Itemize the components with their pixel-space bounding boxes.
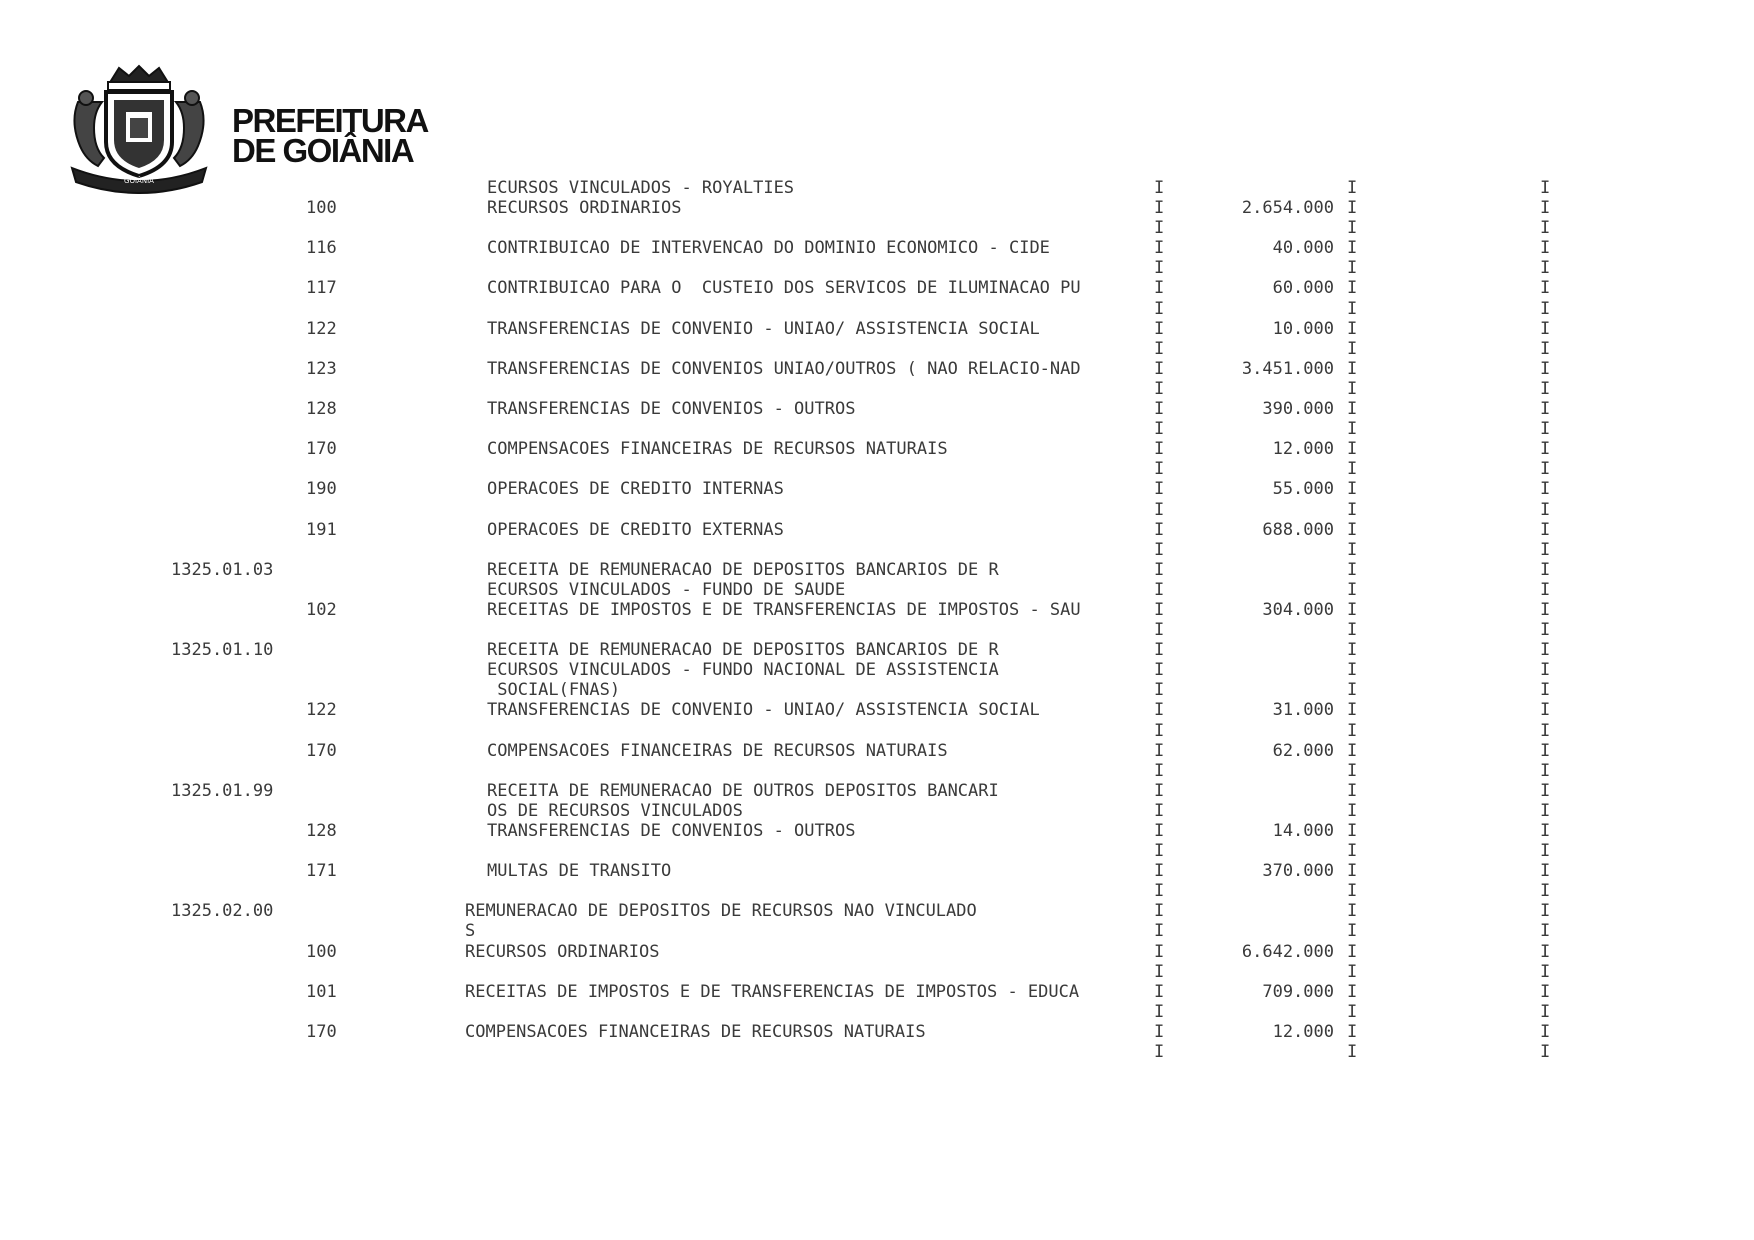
column-separator: I <box>1154 579 1165 600</box>
column-separator: I <box>1540 660 1551 681</box>
table-row <box>0 721 1754 741</box>
column-separator: I <box>1154 740 1165 761</box>
column-separator: I <box>1540 539 1551 560</box>
column-separator: I <box>1154 800 1165 821</box>
column-separator: I <box>1540 981 1551 1002</box>
column-separator: I <box>1347 1042 1358 1063</box>
column-separator: I <box>1540 921 1551 942</box>
column-separator: I <box>1154 338 1165 359</box>
source-code: 122 <box>306 700 337 721</box>
description-cell: RECEITA DE REMUNERACAO DE DEPOSITOS BANCARIOS DE R <box>487 640 999 661</box>
source-code: 170 <box>306 740 337 761</box>
description-cell: SOCIAL(FNAS) <box>487 680 621 701</box>
table-row <box>0 660 1754 680</box>
column-separator: I <box>1540 238 1551 259</box>
description-cell: CONTRIBUICAO PARA O CUSTEIO DOS SERVICOS DE ILUMINACAO PU <box>487 278 1081 299</box>
column-separator: I <box>1154 439 1165 460</box>
description-cell: TRANSFERENCIAS DE CONVENIOS - OUTROS <box>487 399 856 420</box>
description-cell: RECEITAS DE IMPOSTOS E DE TRANSFERENCIAS DE IMPOSTOS - SAU <box>487 599 1081 620</box>
column-separator: I <box>1154 298 1165 319</box>
column-separator: I <box>1347 1001 1358 1022</box>
column-separator: I <box>1347 861 1358 882</box>
column-separator: I <box>1347 358 1358 379</box>
account-code: 1325.01.03 <box>171 559 274 580</box>
column-separator: I <box>1154 499 1165 520</box>
description-cell: CONTRIBUICAO DE INTERVENCAO DO DOMINIO ECONOMICO - CIDE <box>487 238 1050 259</box>
description-cell: OPERACOES DE CREDITO INTERNAS <box>487 479 784 500</box>
column-separator: I <box>1154 238 1165 259</box>
column-separator: I <box>1540 861 1551 882</box>
column-separator: I <box>1540 841 1551 862</box>
column-separator: I <box>1154 1021 1165 1042</box>
column-separator: I <box>1154 559 1165 580</box>
column-separator: I <box>1154 178 1165 198</box>
column-separator: I <box>1540 318 1551 339</box>
amount-cell: 60.000 <box>1272 278 1334 299</box>
column-separator: I <box>1154 700 1165 721</box>
description-cell: RECURSOS ORDINARIOS <box>487 198 682 219</box>
column-separator: I <box>1347 780 1358 801</box>
source-code: 117 <box>306 278 337 299</box>
column-separator: I <box>1347 559 1358 580</box>
column-separator: I <box>1347 921 1358 942</box>
column-separator: I <box>1347 439 1358 460</box>
table-row <box>0 459 1754 479</box>
description-cell: REMUNERACAO DE DEPOSITOS DE RECURSOS NAO VINCULADO <box>465 901 977 922</box>
amount-cell: 390.000 <box>1262 399 1334 420</box>
amount-cell: 62.000 <box>1272 740 1334 761</box>
column-separator: I <box>1347 760 1358 781</box>
column-separator: I <box>1540 519 1551 540</box>
description-cell: RECURSOS ORDINARIOS <box>465 941 660 962</box>
column-separator: I <box>1540 901 1551 922</box>
column-separator: I <box>1540 338 1551 359</box>
table-row <box>0 1042 1754 1062</box>
column-separator: I <box>1154 519 1165 540</box>
table-row <box>0 439 1754 459</box>
column-separator: I <box>1154 921 1165 942</box>
description-cell: OPERACOES DE CREDITO EXTERNAS <box>487 519 784 540</box>
description-cell: TRANSFERENCIAS DE CONVENIO - UNIAO/ ASSISTENCIA SOCIAL <box>487 318 1040 339</box>
column-separator: I <box>1540 1001 1551 1022</box>
amount-cell: 10.000 <box>1272 318 1334 339</box>
amount-cell: 40.000 <box>1272 238 1334 259</box>
table-row <box>0 520 1754 540</box>
column-separator: I <box>1347 740 1358 761</box>
column-separator: I <box>1540 599 1551 620</box>
column-separator: I <box>1154 821 1165 841</box>
amount-cell: 12.000 <box>1272 439 1334 460</box>
description-cell: RECEITA DE REMUNERACAO DE DEPOSITOS BANCARIOS DE R <box>487 559 999 580</box>
column-separator: I <box>1540 1042 1551 1063</box>
column-separator: I <box>1154 278 1165 299</box>
table-row <box>0 278 1754 298</box>
amount-cell: 31.000 <box>1272 700 1334 721</box>
table-row <box>0 700 1754 720</box>
column-separator: I <box>1154 399 1165 420</box>
column-separator: I <box>1154 378 1165 399</box>
column-separator: I <box>1540 358 1551 379</box>
amount-cell: 304.000 <box>1262 599 1334 620</box>
column-separator: I <box>1540 961 1551 982</box>
column-separator: I <box>1154 981 1165 1002</box>
column-separator: I <box>1540 700 1551 721</box>
source-code: 190 <box>306 479 337 500</box>
column-separator: I <box>1154 358 1165 379</box>
column-separator: I <box>1347 399 1358 420</box>
revenue-report-table <box>0 178 1754 1062</box>
source-code: 100 <box>306 941 337 962</box>
description-cell: MULTAS DE TRANSITO <box>487 861 672 882</box>
table-row <box>0 238 1754 258</box>
amount-cell: 6.642.000 <box>1241 941 1334 962</box>
table-row <box>0 620 1754 640</box>
column-separator: I <box>1347 579 1358 600</box>
table-row <box>0 982 1754 1002</box>
table-row <box>0 1002 1754 1022</box>
description-cell: ECURSOS VINCULADOS - ROYALTIES <box>487 178 795 198</box>
column-separator: I <box>1154 539 1165 560</box>
table-row <box>0 781 1754 801</box>
source-code: 128 <box>306 821 337 841</box>
source-code: 191 <box>306 519 337 540</box>
account-code: 1325.02.00 <box>171 901 274 922</box>
source-code: 170 <box>306 1021 337 1042</box>
column-separator: I <box>1540 218 1551 239</box>
column-separator: I <box>1347 901 1358 922</box>
column-separator: I <box>1540 278 1551 299</box>
source-code: 170 <box>306 439 337 460</box>
column-separator: I <box>1540 298 1551 319</box>
column-separator: I <box>1540 780 1551 801</box>
column-separator: I <box>1540 680 1551 701</box>
column-separator: I <box>1154 318 1165 339</box>
column-separator: I <box>1540 459 1551 480</box>
column-separator: I <box>1347 459 1358 480</box>
description-cell: COMPENSACOES FINANCEIRAS DE RECURSOS NATURAIS <box>487 439 948 460</box>
column-separator: I <box>1540 620 1551 641</box>
logo-line-1: PREFEITURA <box>232 102 428 139</box>
table-row <box>0 801 1754 821</box>
column-separator: I <box>1347 680 1358 701</box>
column-separator: I <box>1347 499 1358 520</box>
table-row <box>0 942 1754 962</box>
table-row <box>0 901 1754 921</box>
column-separator: I <box>1540 640 1551 661</box>
column-separator: I <box>1154 479 1165 500</box>
column-separator: I <box>1347 1021 1358 1042</box>
logo-wordmark <box>232 102 428 169</box>
column-separator: I <box>1540 178 1551 198</box>
column-separator: I <box>1154 961 1165 982</box>
column-separator: I <box>1347 178 1358 198</box>
source-code: 171 <box>306 861 337 882</box>
source-code: 116 <box>306 238 337 259</box>
column-separator: I <box>1347 941 1358 962</box>
coat-of-arms-icon <box>64 62 214 194</box>
table-row <box>0 419 1754 439</box>
table-row <box>0 540 1754 560</box>
column-separator: I <box>1540 399 1551 420</box>
column-separator: I <box>1540 579 1551 600</box>
table-row <box>0 580 1754 600</box>
logo-line-2: DE GOIÂNIA <box>232 132 414 169</box>
table-row <box>0 339 1754 359</box>
source-code: 102 <box>306 599 337 620</box>
table-row <box>0 399 1754 419</box>
column-separator: I <box>1154 901 1165 922</box>
description-cell: RECEITAS DE IMPOSTOS E DE TRANSFERENCIAS DE IMPOSTOS - EDUCA <box>465 981 1080 1002</box>
description-cell: RECEITA DE REMUNERACAO DE OUTROS DEPOSITOS BANCARI <box>487 780 999 801</box>
amount-cell: 3.451.000 <box>1241 358 1334 379</box>
amount-cell: 2.654.000 <box>1241 198 1334 219</box>
table-row <box>0 178 1754 198</box>
table-row <box>0 359 1754 379</box>
table-row <box>0 921 1754 941</box>
column-separator: I <box>1540 439 1551 460</box>
prefeitura-logo <box>64 62 428 194</box>
table-row <box>0 479 1754 499</box>
column-separator: I <box>1540 258 1551 279</box>
description-cell: TRANSFERENCIAS DE CONVENIO - UNIAO/ ASSISTENCIA SOCIAL <box>487 700 1040 721</box>
column-separator: I <box>1154 198 1165 219</box>
column-separator: I <box>1347 198 1358 219</box>
column-separator: I <box>1347 338 1358 359</box>
account-code: 1325.01.10 <box>171 640 274 661</box>
table-row <box>0 881 1754 901</box>
table-row <box>0 640 1754 660</box>
column-separator: I <box>1540 419 1551 440</box>
column-separator: I <box>1347 419 1358 440</box>
column-separator: I <box>1540 720 1551 741</box>
table-row <box>0 319 1754 339</box>
table-row <box>0 198 1754 218</box>
column-separator: I <box>1347 258 1358 279</box>
column-separator: I <box>1540 800 1551 821</box>
column-separator: I <box>1347 881 1358 902</box>
column-separator: I <box>1154 881 1165 902</box>
description-cell: ECURSOS VINCULADOS - FUNDO NACIONAL DE ASSISTENCIA <box>487 660 999 681</box>
column-separator: I <box>1347 720 1358 741</box>
column-separator: I <box>1347 821 1358 841</box>
description-cell: COMPENSACOES FINANCEIRAS DE RECURSOS NATURAIS <box>487 740 948 761</box>
column-separator: I <box>1540 821 1551 841</box>
description-cell: OS DE RECURSOS VINCULADOS <box>487 800 743 821</box>
column-separator: I <box>1347 660 1358 681</box>
column-separator: I <box>1540 1021 1551 1042</box>
column-separator: I <box>1540 740 1551 761</box>
table-row <box>0 1022 1754 1042</box>
column-separator: I <box>1540 499 1551 520</box>
column-separator: I <box>1347 599 1358 620</box>
column-separator: I <box>1347 981 1358 1002</box>
table-row <box>0 600 1754 620</box>
table-row <box>0 299 1754 319</box>
source-code: 128 <box>306 399 337 420</box>
table-row <box>0 258 1754 278</box>
column-separator: I <box>1154 720 1165 741</box>
column-separator: I <box>1347 218 1358 239</box>
description-cell: TRANSFERENCIAS DE CONVENIOS - OUTROS <box>487 821 856 841</box>
table-row <box>0 680 1754 700</box>
column-separator: I <box>1154 258 1165 279</box>
column-separator: I <box>1154 841 1165 862</box>
description-cell: TRANSFERENCIAS DE CONVENIOS UNIAO/OUTROS ( NAO RELACIO-NAD <box>487 358 1081 379</box>
table-row <box>0 379 1754 399</box>
column-separator: I <box>1540 378 1551 399</box>
column-separator: I <box>1540 760 1551 781</box>
amount-cell: 688.000 <box>1262 519 1334 540</box>
column-separator: I <box>1540 479 1551 500</box>
table-row <box>0 861 1754 881</box>
amount-cell: 370.000 <box>1262 861 1334 882</box>
account-code: 1325.01.99 <box>171 780 274 801</box>
amount-cell: 14.000 <box>1272 821 1334 841</box>
description-cell: COMPENSACOES FINANCEIRAS DE RECURSOS NATURAIS <box>465 1021 926 1042</box>
column-separator: I <box>1347 278 1358 299</box>
column-separator: I <box>1154 459 1165 480</box>
source-code: 123 <box>306 358 337 379</box>
column-separator: I <box>1347 620 1358 641</box>
table-row <box>0 962 1754 982</box>
table-row <box>0 741 1754 761</box>
description-cell: ECURSOS VINCULADOS - FUNDO DE SAUDE <box>487 579 846 600</box>
amount-cell: 709.000 <box>1262 981 1334 1002</box>
column-separator: I <box>1154 218 1165 239</box>
column-separator: I <box>1347 519 1358 540</box>
table-row <box>0 821 1754 841</box>
table-row <box>0 761 1754 781</box>
source-code: 100 <box>306 198 337 219</box>
table-row <box>0 500 1754 520</box>
column-separator: I <box>1540 881 1551 902</box>
column-separator: I <box>1347 640 1358 661</box>
column-separator: I <box>1347 238 1358 259</box>
column-separator: I <box>1540 559 1551 580</box>
description-cell: S <box>465 921 476 942</box>
column-separator: I <box>1154 419 1165 440</box>
column-separator: I <box>1154 1042 1165 1063</box>
column-separator: I <box>1347 298 1358 319</box>
column-separator: I <box>1540 941 1551 962</box>
amount-cell: 12.000 <box>1272 1021 1334 1042</box>
column-separator: I <box>1347 700 1358 721</box>
column-separator: I <box>1154 780 1165 801</box>
column-separator: I <box>1154 1001 1165 1022</box>
column-separator: I <box>1347 539 1358 560</box>
source-code: 122 <box>306 318 337 339</box>
column-separator: I <box>1347 378 1358 399</box>
column-separator: I <box>1154 640 1165 661</box>
amount-cell: 55.000 <box>1272 479 1334 500</box>
column-separator: I <box>1154 620 1165 641</box>
column-separator: I <box>1347 841 1358 862</box>
column-separator: I <box>1154 861 1165 882</box>
column-separator: I <box>1347 318 1358 339</box>
column-separator: I <box>1347 800 1358 821</box>
column-separator: I <box>1154 680 1165 701</box>
column-separator: I <box>1347 961 1358 982</box>
column-separator: I <box>1154 760 1165 781</box>
column-separator: I <box>1154 941 1165 962</box>
source-code: 101 <box>306 981 337 1002</box>
column-separator: I <box>1540 198 1551 219</box>
table-row <box>0 560 1754 580</box>
column-separator: I <box>1154 660 1165 681</box>
table-row <box>0 841 1754 861</box>
column-separator: I <box>1154 599 1165 620</box>
table-row <box>0 218 1754 238</box>
ribbon-motto: GOIÂNIA <box>124 177 154 185</box>
column-separator: I <box>1347 479 1358 500</box>
